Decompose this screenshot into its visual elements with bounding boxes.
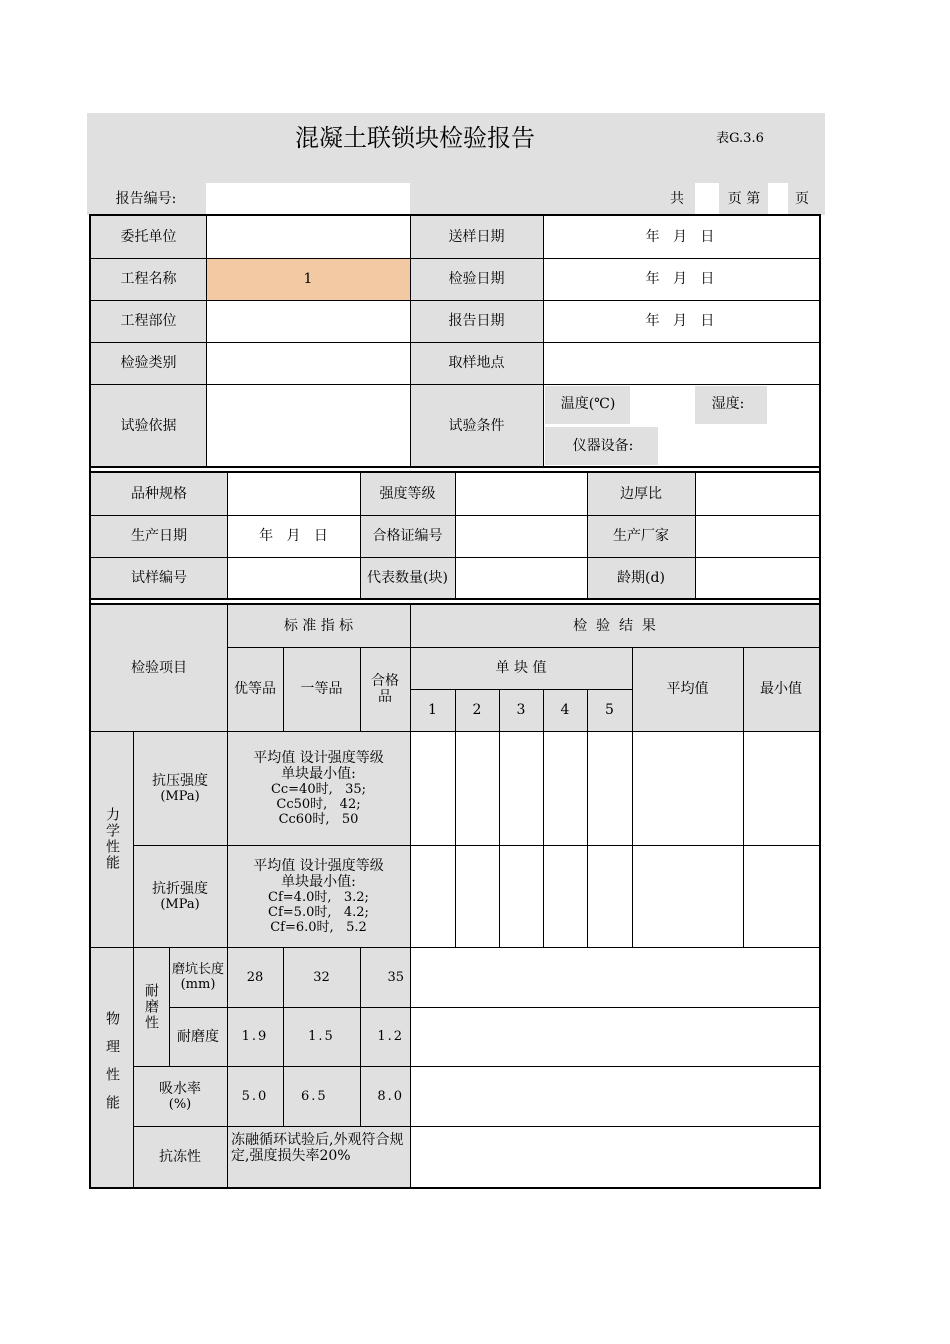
abrasion-v3: 1.2 (377, 1029, 404, 1044)
comp-label: 抗压强度 (152, 772, 208, 789)
form-code: 表G.3.6 (716, 130, 764, 146)
part-value[interactable] (206, 300, 410, 342)
flex-block (133, 845, 227, 947)
water-label: 吸水率 (159, 1080, 201, 1097)
mech-label: 力学性能 (104, 807, 120, 871)
comp-unit: (MPa) (160, 788, 200, 804)
wear-label: 耐磨性 (143, 982, 159, 1031)
category-value[interactable] (206, 342, 410, 384)
page-end-label: 页 (795, 191, 809, 207)
grade-label: 强度等级 (379, 486, 436, 502)
sampling-label: 取样地点 (448, 355, 505, 371)
avg-label: 平均值 (666, 681, 709, 697)
abrasion-v2: 1.5 (308, 1029, 335, 1044)
grade3-label: 合格品 (371, 673, 399, 705)
report-no-input[interactable] (206, 183, 410, 214)
water-block (133, 1066, 227, 1126)
humidity-label: 湿度: (711, 396, 745, 412)
instrument-label: 仪器设备: (572, 438, 634, 454)
page-mid-label: 页 第 (727, 191, 761, 207)
water-unit: (%) (168, 1096, 192, 1112)
water-v2: 6.5 (301, 1088, 328, 1104)
report-no-label: 报告编号: (115, 191, 177, 207)
flex-label: 抗折强度 (152, 880, 208, 897)
pit-label: 磨坑长度(mm) (172, 962, 225, 992)
client-value[interactable] (206, 216, 410, 258)
abrasion-v1: 1.9 (241, 1029, 269, 1044)
frost-std: 冻融循环试验后,外观符合规定,强度损失率20% (231, 1132, 404, 1164)
phys-label: 物理性能 (104, 1011, 120, 1123)
send-date-value[interactable]: 年 月 日 (645, 229, 715, 245)
temp-label: 温度(℃) (560, 396, 616, 412)
report-date-value[interactable]: 年 月 日 (645, 313, 715, 329)
page-title: 混凝土联锁块检验报告 (295, 124, 535, 152)
item-label: 检验项目 (131, 660, 187, 676)
prod-date-label: 生产日期 (131, 528, 187, 544)
conditions-label: 试验条件 (448, 417, 505, 434)
report-date-label: 报告日期 (448, 313, 505, 329)
col-1: 1 (428, 702, 437, 718)
col-5: 5 (605, 702, 614, 718)
ratio-label: 边厚比 (620, 486, 662, 502)
col-3: 3 (516, 702, 526, 718)
page-total-label: 共 (670, 191, 684, 207)
page-total-input[interactable] (695, 183, 719, 214)
col-4: 4 (560, 702, 570, 718)
qty-label: 代表数量(块) (367, 570, 448, 586)
pit-v1: 28 (246, 969, 264, 985)
page-current-input[interactable] (768, 183, 788, 214)
basis-label: 试验依据 (120, 417, 177, 434)
frost-label: 抗冻性 (159, 1148, 201, 1165)
project-value[interactable]: 1 (303, 271, 313, 287)
sample-no-label: 试样编号 (131, 570, 187, 586)
project-label: 工程名称 (120, 271, 177, 287)
min-label: 最小值 (760, 681, 802, 697)
basis-value[interactable] (206, 384, 410, 467)
grade2-label: 一等品 (300, 681, 343, 697)
single-label: 单 块 值 (495, 660, 547, 676)
part-label: 工程部位 (120, 313, 177, 329)
abrasion-label: 耐磨度 (177, 1028, 219, 1045)
test-date-value[interactable]: 年 月 日 (645, 271, 715, 287)
test-date-label: 检验日期 (448, 271, 505, 287)
spec-label: 品种规格 (131, 486, 187, 502)
water-v3: 8.0 (377, 1088, 404, 1104)
category-label: 检验类别 (120, 355, 177, 371)
pit-v2: 32 (313, 969, 330, 985)
age-label: 龄期(d) (617, 570, 665, 586)
maker-label: 生产厂家 (613, 528, 669, 544)
prod-date-value[interactable]: 年 月 日 (259, 528, 328, 544)
send-date-label: 送样日期 (448, 229, 505, 245)
flex-std: 平均值 设计强度等级 单块最小值: Cf=4.0时, 3.2; Cf=5.0时, 4.2; Cf=6.0时, 5.2 (253, 857, 384, 935)
cert-label: 合格证编号 (372, 528, 443, 544)
grade1-label: 优等品 (234, 681, 276, 697)
comp-std: 平均值 设计强度等级 单块最小值: Cc=40时, 35; Cc50时, 42; Cc60时, 50 (253, 749, 384, 827)
col-2: 2 (472, 702, 482, 718)
water-v1: 5.0 (241, 1088, 269, 1104)
result-label: 检 验 结 果 (573, 618, 656, 634)
comp-block (133, 731, 227, 845)
sampling-value[interactable] (543, 342, 819, 384)
standard-label: 标 准 指 标 (283, 618, 354, 634)
client-label: 委托单位 (120, 229, 177, 245)
pit-v3: 35 (387, 969, 404, 985)
flex-unit: (MPa) (160, 896, 200, 912)
